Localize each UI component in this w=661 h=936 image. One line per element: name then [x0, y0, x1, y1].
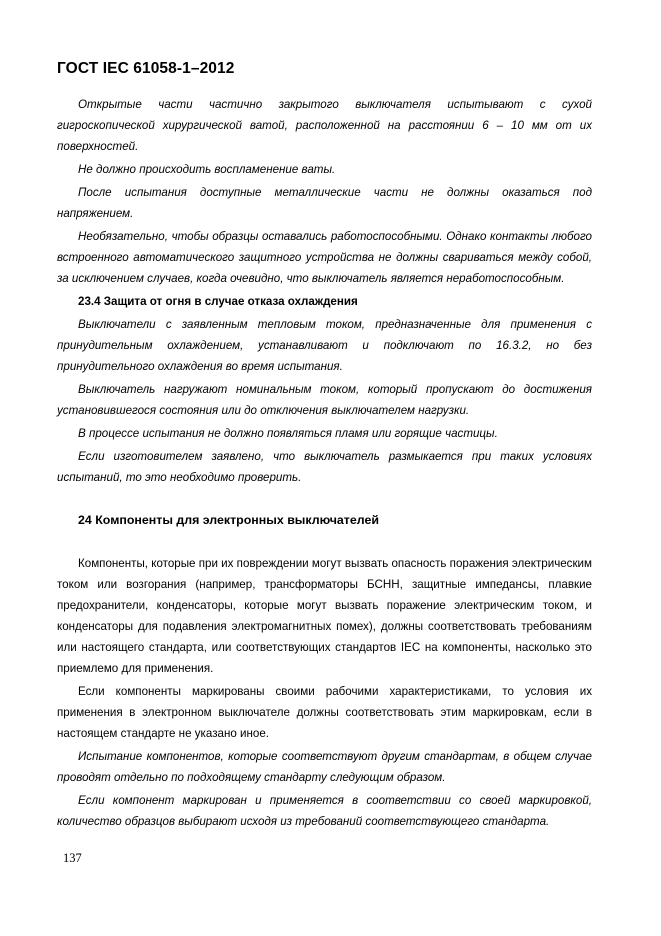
paragraph: Если компоненты маркированы своими рабочими характеристиками, то условия их применения в электронном выключателе должны соответствовать этим маркировкам, если в настоящем стандарте не указано иное. [57, 685, 592, 740]
paragraph: После испытания доступные металлические части не должны оказаться под напряжением. [57, 186, 592, 220]
paragraph: Открытые части частично закрытого выключателя испытывают с сухой гигроскопической хирургической ватой, расположенной на расстоянии 6 – 10 мм от их поверхностей. [57, 98, 592, 153]
paragraph: Выключатель нагружают номинальным током, который пропускают до достижения установившегося состояния или до отключения выключателем нагрузки. [57, 383, 592, 417]
paragraph: Выключатели с заявленным тепловым током, предназначенные для применения с принудительным охлаждением, устанавливают и подключают по 16.3.2, но без принудительного охлаждения во время испытания. [57, 318, 592, 373]
document-page [57, 60, 592, 834]
paragraph: Если компонент маркирован и применяется в соответствии со своей маркировкой, количество образцов выбирают исходя из требований соответствующего стандарта. [57, 794, 592, 828]
section-heading: 24 Компоненты для электронных выключателей [78, 513, 379, 527]
paragraph: Компоненты, которые при их повреждении могут вызвать опасность поражения электрическим током или возгорания (например, трансформаторы БСНН, защитные импедансы, плавкие предохранители, конденсаторы, которые могут вызвать поражение электрическим током, и конденсаторы для подавления электромагнитных помех), должны соответствовать требованиям или настоящего стандарта, или соответствующих стандартов IEC на компоненты, насколько это приемлемо для применения. [57, 557, 592, 675]
subsection-heading: 23.4 Защита от огня в случае отказа охлаждения [78, 295, 358, 308]
paragraph: Если изготовителем заявлено, что выключатель размыкается при таких условиях испытаний, то это необходимо проверить. [57, 450, 592, 484]
paragraph: Не должно происходить воспламенение ваты. [78, 163, 336, 176]
page-number: 137 [63, 851, 82, 865]
paragraph: Необязательно, чтобы образцы оставались работоспособными. Однако контакты любого встроенного автоматического защитного устройства не должны свариваться между собой, за исключением случаев, когда очевидно, что выключатель является неработоспособным. [57, 230, 592, 285]
paragraph: В процессе испытания не должно появляться пламя или горящие частицы. [78, 427, 498, 440]
paragraph: Испытание компонентов, которые соответствуют другим стандартам, в общем случае проводят отдельно по подходящему стандарту следующим образом. [57, 750, 592, 784]
document-header: ГОСТ IEC 61058-1–2012 [57, 60, 235, 77]
